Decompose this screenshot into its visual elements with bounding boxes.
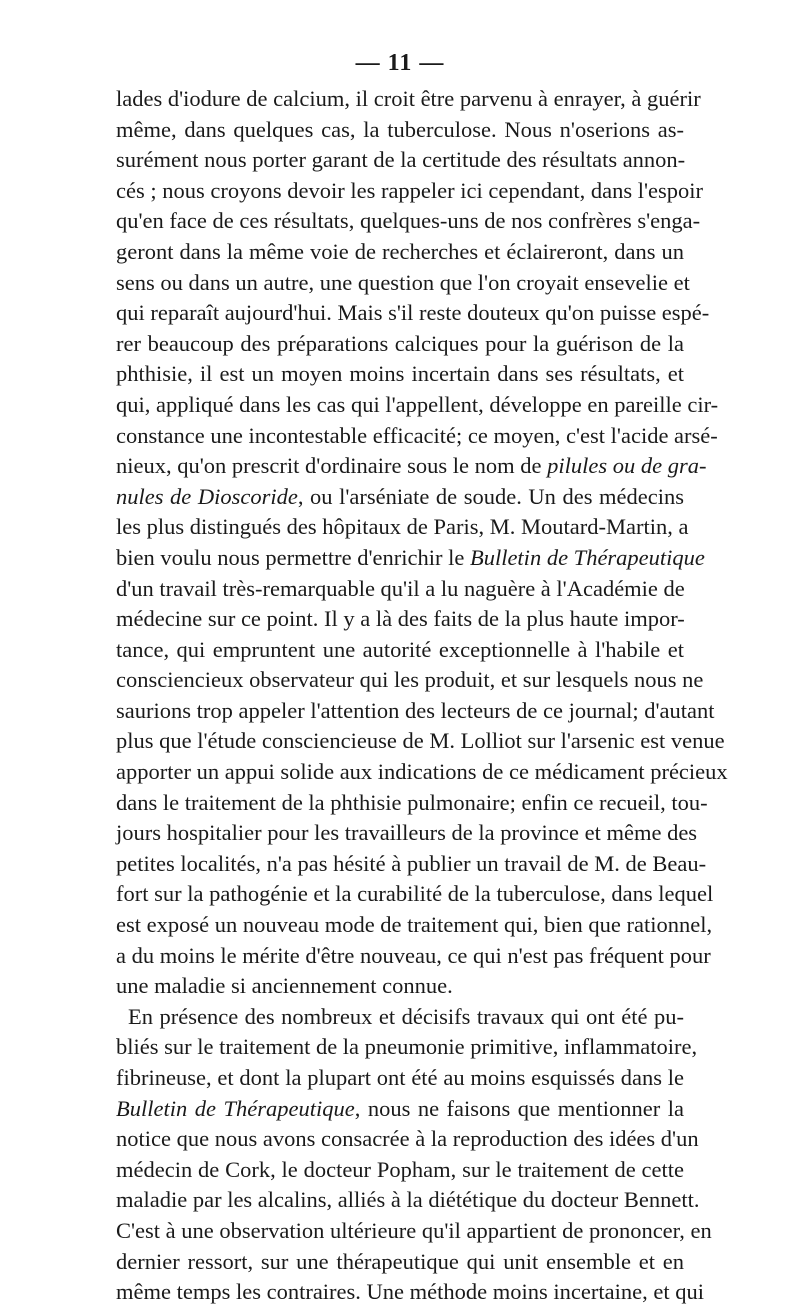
text-segment: nieux, qu'on prescrit d'ordinaire sous le nom de <box>116 453 548 479</box>
text-line: phthisie, il est un moyen moins incertain dans ses résultats, et <box>116 361 684 387</box>
text-line: consciencieux observateur qui les produit, et sur lesquels nous ne <box>116 667 704 693</box>
text-line: En présence des nombreux et décisifs travaux qui ont été pu- <box>128 1003 684 1029</box>
text-line: saurions trop appeler l'attention des lecteurs de ce journal; d'autant <box>116 697 715 723</box>
text-line: médecin de Cork, le docteur Popham, sur le traitement de cette <box>116 1156 684 1182</box>
italic-title: nules de Dioscoride <box>116 483 298 509</box>
text-line: médecine sur ce point. Il y a là des faits de la plus haute impor- <box>116 606 685 632</box>
text-line: est exposé un nouveau mode de traitement qui, bien que rationnel, <box>116 912 713 938</box>
text-line: les plus distingués des hôpitaux de Paris, M. Moutard-Martin, a <box>116 514 689 540</box>
text-line <box>116 1094 684 1125</box>
text-line: qui, appliqué dans les cas qui l'appellent, développe en pareille cir- <box>116 391 719 417</box>
text-line: même temps les contraires. Une méthode moins incertaine, et qui <box>116 1279 704 1305</box>
text-line: plus que l'étude consciencieuse de M. Lolliot sur l'arsenic est venue <box>116 728 725 754</box>
text-line: une maladie si anciennement connue. <box>116 973 453 999</box>
text-line: constance une incontestable efficacité; ce moyen, c'est l'acide arsé- <box>116 422 718 448</box>
body-text <box>116 84 728 1308</box>
text-line: geront dans la même voie de recherches et éclaireront, dans un <box>116 238 684 264</box>
text-line: bliés sur le traitement de la pneumonie primitive, inflammatoire, <box>116 1034 698 1060</box>
italic-title: pilules ou de gra- <box>547 453 707 479</box>
text-line: surément nous porter garant de la certitude des résultats annon- <box>116 147 686 173</box>
page-number: — 11 — <box>355 50 445 76</box>
text-line: rer beaucoup des préparations calciques pour la guérison de la <box>116 330 684 356</box>
text-line <box>116 482 684 513</box>
text-line: petites localités, n'a pas hésité à publier un travail de M. de Beau- <box>116 850 707 876</box>
text-segment: , nous ne faisons que mentionner la <box>354 1095 684 1121</box>
text-line: cés ; nous croyons devoir les rappeler ici cependant, dans l'espoir <box>116 177 703 203</box>
text-line <box>116 451 707 482</box>
text-line: tance, qui empruntent une autorité exceptionnelle à l'habile et <box>116 636 684 662</box>
text-line: fort sur la pathogénie et la curabilité de la tuberculose, dans lequel <box>116 881 714 907</box>
italic-title: Bulletin de Thérapeutique <box>116 1095 355 1121</box>
text-line <box>116 543 705 574</box>
text-line: dans le traitement de la phthisie pulmonaire; enfin ce recueil, tou- <box>116 789 708 815</box>
text-line: notice que nous avons consacrée à la reproduction des idées d'un <box>116 1126 699 1152</box>
text-line: jours hospitalier pour les travailleurs de la province et même des <box>116 820 698 846</box>
text-line: fibrineuse, et dont la plupart ont été au moins esquissés dans le <box>116 1065 684 1090</box>
text-line: qu'en face de ces résultats, quelques-uns de nos confrères s'enga- <box>116 208 701 234</box>
text-line: a du moins le mérite d'être nouveau, ce qui n'est pas fréquent pour <box>116 942 711 968</box>
text-line: d'un travail très-remarquable qu'il a lu naguère à l'Académie de <box>116 575 685 601</box>
text-segment: bien voulu nous permettre d'enrichir le <box>116 544 470 570</box>
text-line: C'est à une observation ultérieure qu'il appartient de prononcer, en <box>116 1217 712 1243</box>
text-line: apporter un appui solide aux indications de ce médicament précieux <box>116 759 728 785</box>
text-line: sens ou dans un autre, une question que l'on croyait ensevelie et <box>116 269 690 295</box>
text-segment: , ou l'arséniate de soude. Un des médecins <box>297 483 685 509</box>
text-line: même, dans quelques cas, la tuberculose. Nous n'oserions as- <box>116 116 684 142</box>
text-line: qui reparaît aujourd'hui. Mais s'il reste douteux qu'on puisse espé- <box>116 300 710 326</box>
italic-title: Bulletin de Thérapeutique <box>469 544 705 570</box>
text-line: lades d'iodure de calcium, il croit être parvenu à enrayer, à guérir <box>116 86 701 111</box>
text-line: maladie par les alcalins, alliés à la diététique du docteur Bennett. <box>116 1187 700 1213</box>
text-line: dernier ressort, sur une thérapeutique qui unit ensemble et en <box>116 1248 684 1274</box>
